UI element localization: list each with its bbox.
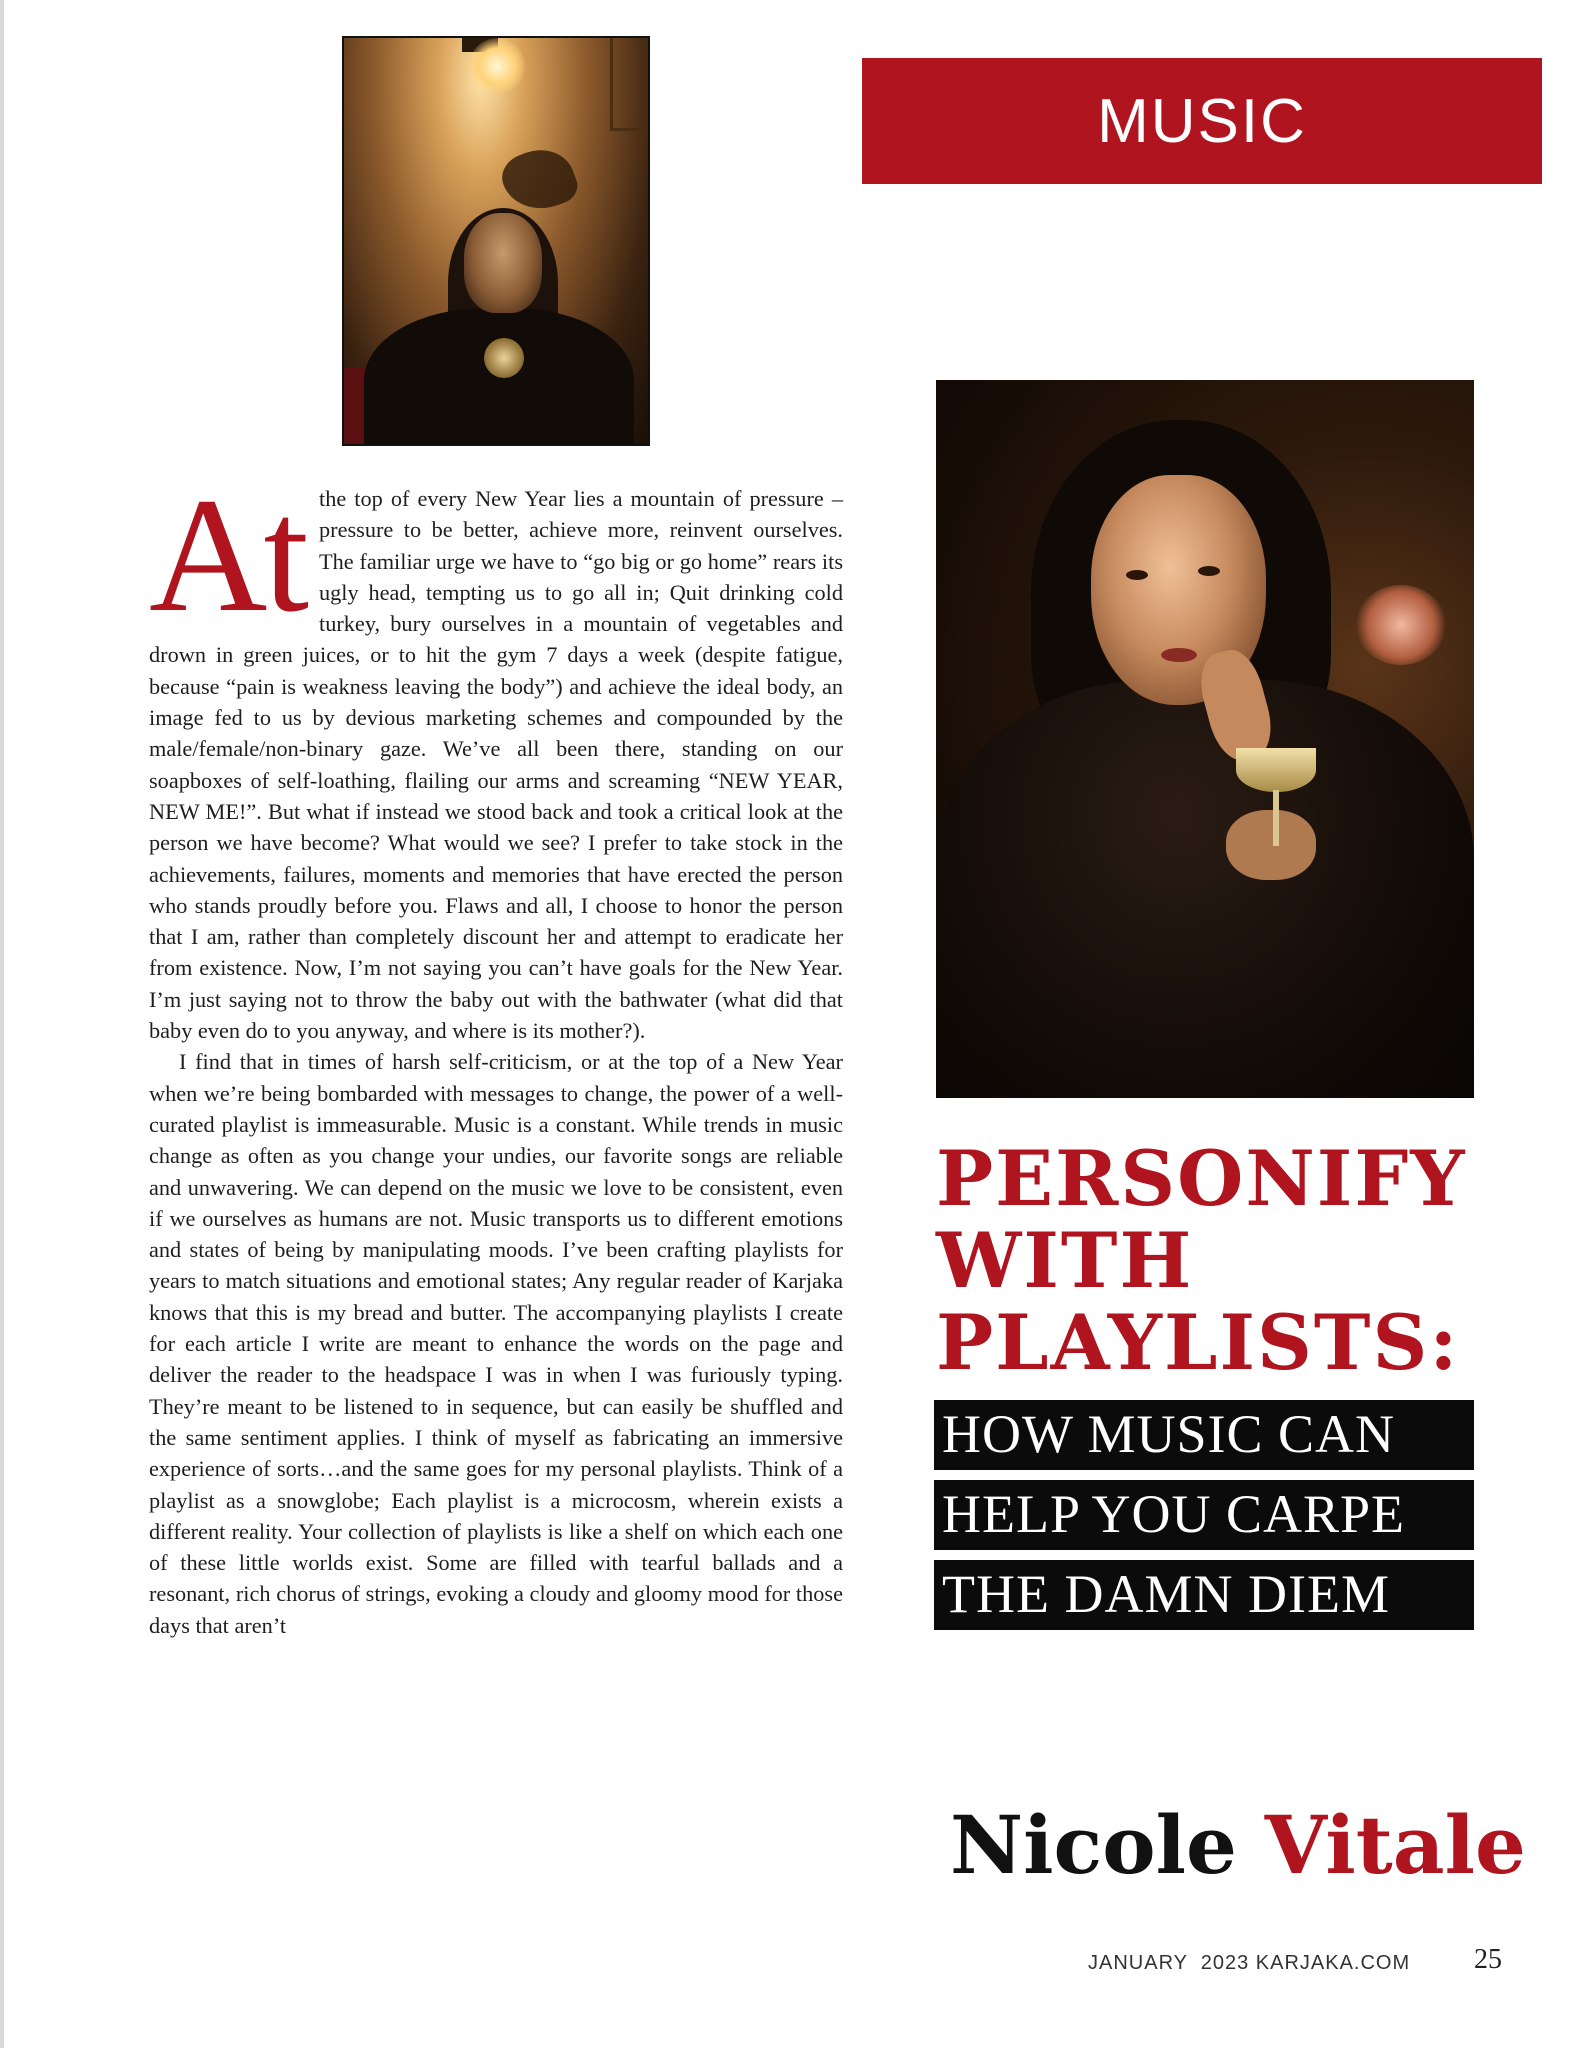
page-edge-rule xyxy=(0,0,4,2048)
subheadline-line: HOW MUSIC CAN xyxy=(934,1400,1474,1470)
subheadline-line: THE DAMN DIEM xyxy=(934,1560,1474,1630)
article-paragraph-1: At the top of every New Year lies a mountain of pressure – pressure to be better, achieve more, reinvent ourselves. The familiar urge we have to “go big or go home” rears its ugly head, tempting us to go all in; Quit drinking cold turkey, bury ourselves in a mountain of vegetables and drown in green juices, or to hit the gym 7 days a week (despite fatigue, because “pain is weakness leaving the body”) and achieve the ideal body, an image fed to us by devious marketing schemes and compounded by the male/female/non-binary gaze. We’ve all been there, standing on our soapboxes of self-loathing, flailing our arms and screaming “NEW YEAR, NEW ME!”. But what if instead we stood back and took a critical look at the person we have become? What would we see? I prefer to take stock in the achievements, failures, moments and memories that have erected the person who stands proudly before you. Flaws and all, I choose to honor the person that I am, rather than completely discount her and attempt to eradicate her from existence. Now, I’m not saying you can’t have goals for the New Year. I’m just saying not to throw the baby out with the bathwater (what did that baby even do to you anyway, and where is its mother?). xyxy=(149,465,843,1044)
main-portrait-photo xyxy=(936,380,1474,1098)
footer-issue-info: JANUARY 2023 KARJAKA.COM xyxy=(1088,1952,1411,1974)
article-body xyxy=(149,465,843,1641)
headline-line: PERSONIFY xyxy=(936,1134,1467,1223)
section-banner xyxy=(862,58,1542,184)
subheadline xyxy=(934,1400,1474,1640)
top-photo xyxy=(342,36,650,446)
section-label: MUSIC xyxy=(1097,86,1307,156)
subheadline-line: HELP YOU CARPE xyxy=(934,1480,1474,1550)
author-byline xyxy=(950,1800,1526,1890)
page-number: 25 xyxy=(1474,1944,1502,1975)
headline xyxy=(936,1134,1496,1387)
author-first-name: Nicole xyxy=(950,1798,1237,1892)
drop-cap: At xyxy=(149,465,305,646)
headline-line: WITH xyxy=(936,1216,1194,1305)
article-paragraph-2: I find that in times of harsh self-criticism, or at the top of a New Year when we’re being bombarded with messages to change, the power of a well-curated playlist is immeasurable. Music is a constant. While trends in music change as often as you change your undies, our favorite songs are reliable and unwavering. We can depend on the music we love to be consistent, even if we ourselves as humans are not. Music transports us to different emotions and states of being by manipulating moods. I’ve been crafting playlists for years to match situations and emotional states; Any regular reader of Karjaka knows that this is my bread and butter. The accompanying playlists I create for each article I write are meant to enhance the words on the page and deliver the reader to the headspace I was in when I was furiously typing. They’re meant to be listened to in sequence, but can easily be shuffled and the same sentiment applies. I think of myself as fabricating an immersive experience of sorts…and the same goes for my personal playlists. Think of a playlist as a snowglobe; Each playlist is a microcosm, wherein exists a different reality. Your collection of playlists is like a shelf on which each one of these little worlds exist. Some are filled with tearful ballads and a resonant, rich chorus of strings, evoking a cloudy and gloomy mood for those days that aren’t xyxy=(149,1049,843,1638)
author-last-name: Vitale xyxy=(1264,1798,1526,1892)
headline-line: PLAYLISTS: xyxy=(936,1298,1460,1387)
